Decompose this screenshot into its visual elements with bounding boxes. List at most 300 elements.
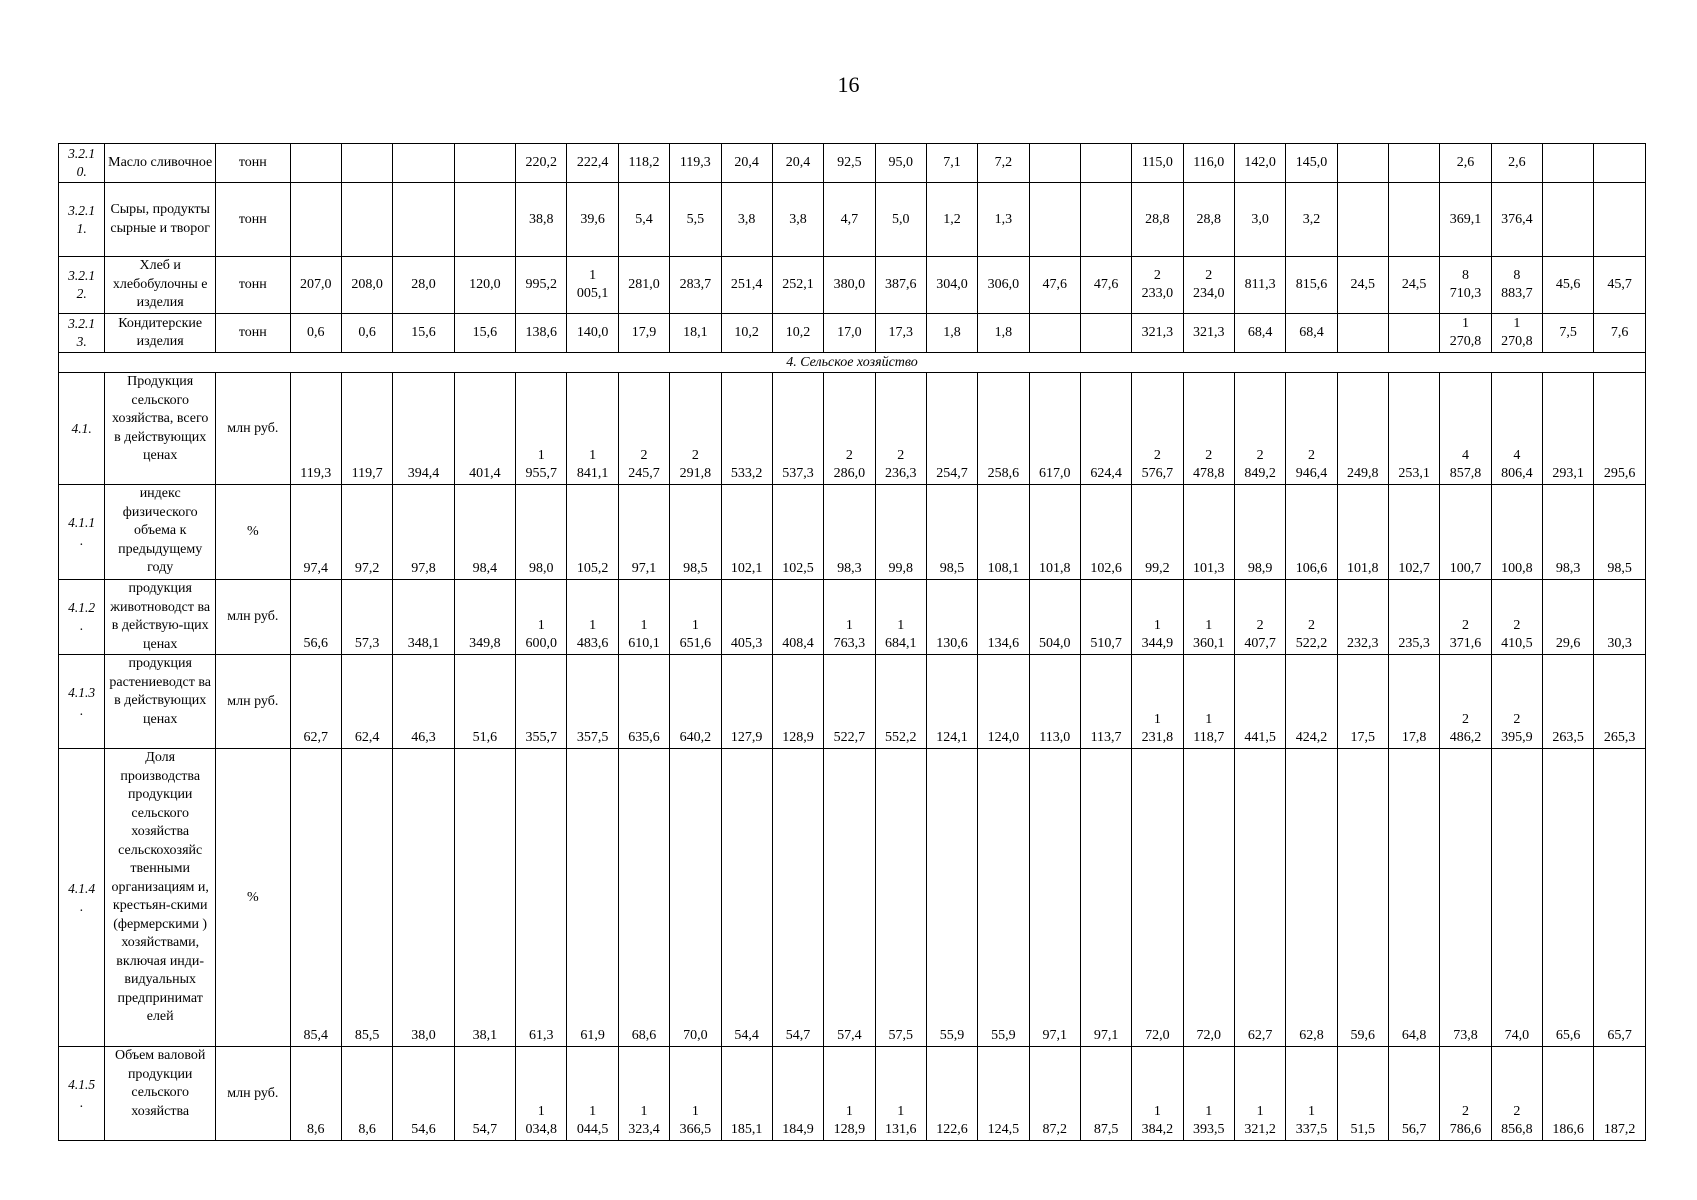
value-cell: 102,5 [772, 485, 823, 580]
value-cell: 97,8 [393, 485, 454, 580]
row-code: 4.1.2 . [59, 580, 105, 655]
row-unit: тонн [216, 144, 291, 183]
value-cell [454, 144, 515, 183]
value-cell: 185,1 [721, 1047, 772, 1141]
value-cell: 85,4 [290, 749, 341, 1047]
value-cell: 119,3 [670, 144, 721, 183]
value-cell: 119,3 [290, 373, 341, 485]
value-cell: 405,3 [721, 580, 772, 655]
value-cell: 7,6 [1594, 314, 1646, 353]
value-cell: 115,0 [1132, 144, 1183, 183]
row-name: Масло сливочное [105, 144, 216, 183]
value-cell: 98,0 [516, 485, 567, 580]
value-cell: 20,4 [772, 144, 823, 183]
row-unit: тонн [216, 257, 291, 314]
table-row [59, 257, 1646, 314]
value-cell: 424,2 [1286, 655, 1337, 749]
value-cell: 1 044,5 [567, 1047, 618, 1141]
row-name: Продукция сельского хозяйства, всего в действующих ценах [105, 373, 216, 485]
value-cell: 108,1 [978, 485, 1029, 580]
value-cell [1388, 183, 1439, 257]
value-cell: 2 486,2 [1440, 655, 1491, 749]
value-cell: 97,2 [341, 485, 392, 580]
value-cell: 140,0 [567, 314, 618, 353]
value-cell [454, 183, 515, 257]
value-cell: 265,3 [1594, 655, 1646, 749]
value-cell: 56,7 [1388, 1047, 1439, 1141]
row-code: 4.1.4 . [59, 749, 105, 1047]
value-cell: 3,8 [721, 183, 772, 257]
value-cell: 45,7 [1594, 257, 1646, 314]
value-cell: 95,0 [875, 144, 926, 183]
row-code: 3.2.1 1. [59, 183, 105, 257]
row-name: Хлеб и хлебобулочны е изделия [105, 257, 216, 314]
value-cell: 635,6 [618, 655, 669, 749]
value-cell: 39,6 [567, 183, 618, 257]
row-unit: млн руб. [216, 580, 291, 655]
value-cell: 617,0 [1029, 373, 1080, 485]
value-cell: 3,0 [1234, 183, 1285, 257]
table-row [59, 314, 1646, 353]
row-name: Сыры, продукты сырные и творог [105, 183, 216, 257]
value-cell: 1 360,1 [1183, 580, 1234, 655]
value-cell: 61,3 [516, 749, 567, 1047]
value-cell: 533,2 [721, 373, 772, 485]
value-cell: 8,6 [341, 1047, 392, 1141]
value-cell: 46,3 [393, 655, 454, 749]
value-cell: 2 849,2 [1234, 373, 1285, 485]
value-cell: 72,0 [1183, 749, 1234, 1047]
value-cell: 394,4 [393, 373, 454, 485]
value-cell: 101,8 [1337, 485, 1388, 580]
value-cell [1337, 144, 1388, 183]
value-cell: 1 131,6 [875, 1047, 926, 1141]
value-cell: 99,8 [875, 485, 926, 580]
value-cell: 1 651,6 [670, 580, 721, 655]
value-cell: 283,7 [670, 257, 721, 314]
value-cell: 1 323,4 [618, 1047, 669, 1141]
value-cell: 45,6 [1543, 257, 1594, 314]
value-cell: 1 384,2 [1132, 1047, 1183, 1141]
row-unit: % [216, 749, 291, 1047]
value-cell: 232,3 [1337, 580, 1388, 655]
value-cell: 504,0 [1029, 580, 1080, 655]
value-cell [290, 144, 341, 183]
value-cell: 253,1 [1388, 373, 1439, 485]
value-cell: 1 344,9 [1132, 580, 1183, 655]
value-cell: 38,1 [454, 749, 515, 1047]
value-cell: 61,9 [567, 749, 618, 1047]
value-cell: 17,8 [1388, 655, 1439, 749]
value-cell: 113,7 [1080, 655, 1131, 749]
value-cell: 281,0 [618, 257, 669, 314]
table-row [59, 485, 1646, 580]
value-cell: 142,0 [1234, 144, 1285, 183]
value-cell: 62,8 [1286, 749, 1337, 1047]
value-cell: 1 393,5 [1183, 1047, 1234, 1141]
row-name: Доля производства продукции сельского хозяйства сельскохозяйс твенными организациям и, крестьян-скими (фермерскими ) хозяйствами, включая инди-видуальных предпринимат елей [105, 749, 216, 1047]
value-cell: 62,7 [290, 655, 341, 749]
value-cell: 186,6 [1543, 1047, 1594, 1141]
value-cell: 134,6 [978, 580, 1029, 655]
value-cell [1080, 144, 1131, 183]
value-cell: 355,7 [516, 655, 567, 749]
value-cell: 17,0 [824, 314, 875, 353]
value-cell: 2 233,0 [1132, 257, 1183, 314]
value-cell: 552,2 [875, 655, 926, 749]
value-cell: 24,5 [1388, 257, 1439, 314]
table-body-agriculture [59, 373, 1646, 1141]
table-row [59, 144, 1646, 183]
value-cell: 57,4 [824, 749, 875, 1047]
value-cell [1388, 144, 1439, 183]
value-cell: 124,5 [978, 1047, 1029, 1141]
value-cell: 184,9 [772, 1047, 823, 1141]
value-cell: 408,4 [772, 580, 823, 655]
value-cell: 8 883,7 [1491, 257, 1542, 314]
value-cell: 17,5 [1337, 655, 1388, 749]
value-cell: 102,1 [721, 485, 772, 580]
value-cell: 54,7 [772, 749, 823, 1047]
value-cell: 54,6 [393, 1047, 454, 1141]
value-cell: 295,6 [1594, 373, 1646, 485]
section-title: 4. Сельское хозяйство [59, 353, 1646, 373]
value-cell: 62,4 [341, 655, 392, 749]
value-cell: 258,6 [978, 373, 1029, 485]
value-cell: 811,3 [1234, 257, 1285, 314]
value-cell: 51,6 [454, 655, 515, 749]
value-cell: 29,6 [1543, 580, 1594, 655]
value-cell: 98,3 [1543, 485, 1594, 580]
value-cell: 1 270,8 [1440, 314, 1491, 353]
value-cell: 1 600,0 [516, 580, 567, 655]
value-cell: 55,9 [978, 749, 1029, 1047]
value-cell [1594, 183, 1646, 257]
value-cell: 98,5 [670, 485, 721, 580]
value-cell: 98,9 [1234, 485, 1285, 580]
value-cell [1594, 144, 1646, 183]
table-row [59, 749, 1646, 1047]
table-row [59, 580, 1646, 655]
value-cell: 1 005,1 [567, 257, 618, 314]
value-cell: 1 034,8 [516, 1047, 567, 1141]
row-unit: млн руб. [216, 373, 291, 485]
value-cell [341, 144, 392, 183]
value-cell: 98,5 [1594, 485, 1646, 580]
value-cell: 118,2 [618, 144, 669, 183]
value-cell: 251,4 [721, 257, 772, 314]
value-cell: 100,8 [1491, 485, 1542, 580]
value-cell: 1,8 [978, 314, 1029, 353]
value-cell [290, 183, 341, 257]
row-code: 4.1.3 . [59, 655, 105, 749]
table-row [59, 183, 1646, 257]
value-cell: 249,8 [1337, 373, 1388, 485]
value-cell: 2 856,8 [1491, 1047, 1542, 1141]
table-section-agriculture [59, 353, 1646, 373]
value-cell: 24,5 [1337, 257, 1388, 314]
value-cell: 510,7 [1080, 580, 1131, 655]
value-cell: 101,3 [1183, 485, 1234, 580]
value-cell: 105,2 [567, 485, 618, 580]
value-cell: 120,0 [454, 257, 515, 314]
value-cell: 74,0 [1491, 749, 1542, 1047]
value-cell: 20,4 [721, 144, 772, 183]
value-cell: 208,0 [341, 257, 392, 314]
value-cell: 7,1 [926, 144, 977, 183]
row-code: 4.1. [59, 373, 105, 485]
value-cell: 54,4 [721, 749, 772, 1047]
value-cell [341, 183, 392, 257]
value-cell: 0,6 [341, 314, 392, 353]
value-cell: 2 407,7 [1234, 580, 1285, 655]
row-name: продукция растениеводст ва в действующих ценах [105, 655, 216, 749]
row-code: 3.2.1 2. [59, 257, 105, 314]
row-unit: млн руб. [216, 1047, 291, 1141]
value-cell: 17,9 [618, 314, 669, 353]
value-cell: 130,6 [926, 580, 977, 655]
value-cell: 1 321,2 [1234, 1047, 1285, 1141]
value-cell: 99,2 [1132, 485, 1183, 580]
value-cell: 97,1 [618, 485, 669, 580]
value-cell: 113,0 [1029, 655, 1080, 749]
value-cell: 10,2 [772, 314, 823, 353]
value-cell: 2 946,4 [1286, 373, 1337, 485]
value-cell: 57,5 [875, 749, 926, 1047]
value-cell: 65,6 [1543, 749, 1594, 1047]
value-cell: 101,8 [1029, 485, 1080, 580]
value-cell: 2 522,2 [1286, 580, 1337, 655]
value-cell: 187,2 [1594, 1047, 1646, 1141]
value-cell: 15,6 [454, 314, 515, 353]
row-code: 3.2.1 3. [59, 314, 105, 353]
statistics-table [58, 143, 1646, 1141]
section-row [59, 353, 1646, 373]
value-cell: 2 478,8 [1183, 373, 1234, 485]
value-cell: 8 710,3 [1440, 257, 1491, 314]
value-cell [1029, 314, 1080, 353]
row-name: индекс физического объема к предыдущему году [105, 485, 216, 580]
value-cell: 64,8 [1388, 749, 1439, 1047]
value-cell: 102,6 [1080, 485, 1131, 580]
value-cell: 2,6 [1440, 144, 1491, 183]
table-row [59, 1047, 1646, 1141]
row-unit: тонн [216, 314, 291, 353]
value-cell: 640,2 [670, 655, 721, 749]
value-cell: 369,1 [1440, 183, 1491, 257]
value-cell: 293,1 [1543, 373, 1594, 485]
value-cell [393, 183, 454, 257]
value-cell: 1,3 [978, 183, 1029, 257]
value-cell: 102,7 [1388, 485, 1439, 580]
value-cell: 2 286,0 [824, 373, 875, 485]
value-cell [1337, 183, 1388, 257]
value-cell: 349,8 [454, 580, 515, 655]
value-cell: 51,5 [1337, 1047, 1388, 1141]
value-cell: 1 955,7 [516, 373, 567, 485]
value-cell: 2 234,0 [1183, 257, 1234, 314]
value-cell: 3,2 [1286, 183, 1337, 257]
row-code: 4.1.5 . [59, 1047, 105, 1141]
value-cell [1388, 314, 1439, 353]
value-cell: 1 841,1 [567, 373, 618, 485]
value-cell: 376,4 [1491, 183, 1542, 257]
value-cell: 441,5 [1234, 655, 1285, 749]
value-cell [1080, 183, 1131, 257]
value-cell: 2 786,6 [1440, 1047, 1491, 1141]
value-cell: 2 395,9 [1491, 655, 1542, 749]
value-cell: 2 410,5 [1491, 580, 1542, 655]
value-cell: 59,6 [1337, 749, 1388, 1047]
value-cell: 47,6 [1080, 257, 1131, 314]
value-cell: 1 366,5 [670, 1047, 721, 1141]
value-cell: 1 610,1 [618, 580, 669, 655]
value-cell: 2 236,3 [875, 373, 926, 485]
value-cell: 73,8 [1440, 749, 1491, 1047]
value-cell: 17,3 [875, 314, 926, 353]
value-cell: 28,0 [393, 257, 454, 314]
value-cell: 56,6 [290, 580, 341, 655]
value-cell: 127,9 [721, 655, 772, 749]
value-cell: 220,2 [516, 144, 567, 183]
value-cell: 2 576,7 [1132, 373, 1183, 485]
value-cell: 522,7 [824, 655, 875, 749]
value-cell: 380,0 [824, 257, 875, 314]
value-cell: 97,4 [290, 485, 341, 580]
value-cell: 1 337,5 [1286, 1047, 1337, 1141]
value-cell: 537,3 [772, 373, 823, 485]
value-cell: 815,6 [1286, 257, 1337, 314]
value-cell [1337, 314, 1388, 353]
value-cell: 38,0 [393, 749, 454, 1047]
table-row [59, 655, 1646, 749]
value-cell: 1 483,6 [567, 580, 618, 655]
value-cell: 145,0 [1286, 144, 1337, 183]
value-cell: 4 857,8 [1440, 373, 1491, 485]
value-cell: 68,4 [1234, 314, 1285, 353]
value-cell: 92,5 [824, 144, 875, 183]
value-cell: 3,8 [772, 183, 823, 257]
row-code: 4.1.1 . [59, 485, 105, 580]
value-cell: 98,5 [926, 485, 977, 580]
value-cell: 2 291,8 [670, 373, 721, 485]
value-cell [1029, 183, 1080, 257]
value-cell: 1 118,7 [1183, 655, 1234, 749]
value-cell: 116,0 [1183, 144, 1234, 183]
value-cell: 995,2 [516, 257, 567, 314]
value-cell: 235,3 [1388, 580, 1439, 655]
value-cell: 4,7 [824, 183, 875, 257]
value-cell: 0,6 [290, 314, 341, 353]
value-cell [393, 144, 454, 183]
value-cell [1080, 314, 1131, 353]
value-cell: 100,7 [1440, 485, 1491, 580]
value-cell: 306,0 [978, 257, 1029, 314]
value-cell: 254,7 [926, 373, 977, 485]
value-cell: 348,1 [393, 580, 454, 655]
value-cell: 7,2 [978, 144, 1029, 183]
value-cell: 98,3 [824, 485, 875, 580]
value-cell: 1,2 [926, 183, 977, 257]
value-cell: 55,9 [926, 749, 977, 1047]
value-cell: 70,0 [670, 749, 721, 1047]
value-cell: 97,1 [1080, 749, 1131, 1047]
value-cell: 38,8 [516, 183, 567, 257]
row-unit: % [216, 485, 291, 580]
value-cell: 2 371,6 [1440, 580, 1491, 655]
value-cell: 47,6 [1029, 257, 1080, 314]
value-cell: 2,6 [1491, 144, 1542, 183]
value-cell: 87,5 [1080, 1047, 1131, 1141]
table-body-industry [59, 144, 1646, 353]
value-cell: 4 806,4 [1491, 373, 1542, 485]
value-cell: 1 684,1 [875, 580, 926, 655]
value-cell: 87,2 [1029, 1047, 1080, 1141]
value-cell: 2 245,7 [618, 373, 669, 485]
table-row [59, 373, 1646, 485]
value-cell: 207,0 [290, 257, 341, 314]
value-cell: 1 128,9 [824, 1047, 875, 1141]
value-cell: 10,2 [721, 314, 772, 353]
value-cell: 85,5 [341, 749, 392, 1047]
value-cell: 72,0 [1132, 749, 1183, 1047]
value-cell: 263,5 [1543, 655, 1594, 749]
value-cell: 128,9 [772, 655, 823, 749]
value-cell: 106,6 [1286, 485, 1337, 580]
row-unit: млн руб. [216, 655, 291, 749]
value-cell: 97,1 [1029, 749, 1080, 1047]
value-cell: 387,6 [875, 257, 926, 314]
value-cell [1029, 144, 1080, 183]
value-cell: 68,4 [1286, 314, 1337, 353]
value-cell: 138,6 [516, 314, 567, 353]
value-cell: 54,7 [454, 1047, 515, 1141]
value-cell: 30,3 [1594, 580, 1646, 655]
value-cell [1543, 144, 1594, 183]
value-cell: 28,8 [1132, 183, 1183, 257]
row-name: Кондитерские изделия [105, 314, 216, 353]
value-cell: 5,0 [875, 183, 926, 257]
value-cell: 321,3 [1183, 314, 1234, 353]
value-cell: 401,4 [454, 373, 515, 485]
value-cell: 18,1 [670, 314, 721, 353]
value-cell: 1 231,8 [1132, 655, 1183, 749]
value-cell: 357,5 [567, 655, 618, 749]
value-cell: 124,0 [978, 655, 1029, 749]
row-name: Объем валовой продукции сельского хозяйства [105, 1047, 216, 1141]
value-cell: 57,3 [341, 580, 392, 655]
value-cell: 252,1 [772, 257, 823, 314]
value-cell [1543, 183, 1594, 257]
value-cell: 5,4 [618, 183, 669, 257]
value-cell: 122,6 [926, 1047, 977, 1141]
value-cell: 15,6 [393, 314, 454, 353]
value-cell: 124,1 [926, 655, 977, 749]
value-cell: 1,8 [926, 314, 977, 353]
value-cell: 1 763,3 [824, 580, 875, 655]
row-name: продукция животноводст ва в действую-щих ценах [105, 580, 216, 655]
row-code: 3.2.1 0. [59, 144, 105, 183]
value-cell: 68,6 [618, 749, 669, 1047]
value-cell: 8,6 [290, 1047, 341, 1141]
value-cell: 7,5 [1543, 314, 1594, 353]
value-cell: 624,4 [1080, 373, 1131, 485]
value-cell: 1 270,8 [1491, 314, 1542, 353]
value-cell: 222,4 [567, 144, 618, 183]
value-cell: 62,7 [1234, 749, 1285, 1047]
value-cell: 65,7 [1594, 749, 1646, 1047]
value-cell: 119,7 [341, 373, 392, 485]
